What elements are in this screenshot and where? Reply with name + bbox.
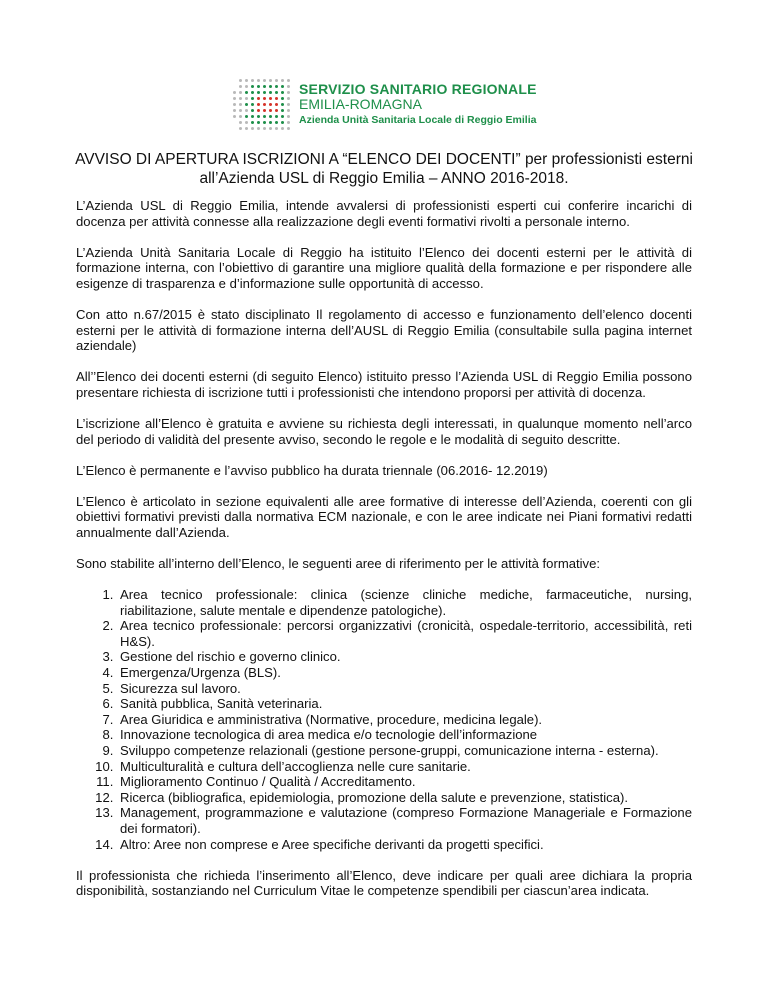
logo-dot — [263, 115, 266, 118]
logo-dot — [239, 91, 242, 94]
logo-line-3: Azienda Unità Sanitaria Locale di Reggio Emilia — [299, 114, 537, 127]
list-item: 5. Sicurezza sul lavoro. — [117, 681, 692, 697]
logo-dot — [233, 109, 236, 112]
logo-dot — [287, 127, 290, 130]
logo-dot — [287, 85, 290, 88]
logo-dot — [287, 121, 290, 124]
logo-dot — [257, 97, 260, 100]
logo-dot — [263, 91, 266, 94]
logo-dot — [245, 85, 248, 88]
logo-dot — [239, 103, 242, 106]
logo-dot — [233, 97, 236, 100]
logo-dot — [239, 109, 242, 112]
logo-dot — [275, 85, 278, 88]
document-title: AVVISO DI APERTURA ISCRIZIONI A “ELENCO DEI DOCENTI” per professionisti esterni all’Azienda USL di Reggio Emilia – ANNO 2016-2018. — [75, 151, 693, 187]
logo-dot — [269, 85, 272, 88]
logo-dot — [275, 109, 278, 112]
logo-dot — [275, 79, 278, 82]
logo-dot — [239, 121, 242, 124]
logo-dot — [269, 121, 272, 124]
logo-dot — [233, 127, 236, 130]
logo-dot — [287, 115, 290, 118]
logo-dot — [263, 103, 266, 106]
logo-dot — [263, 97, 266, 100]
logo-dot — [281, 85, 284, 88]
logo-dot — [281, 121, 284, 124]
logo-dot — [233, 79, 236, 82]
logo-dot — [257, 91, 260, 94]
logo-dot — [269, 127, 272, 130]
logo-dot — [281, 79, 284, 82]
logo-dot — [251, 103, 254, 106]
areas-list — [76, 587, 692, 852]
logo-dot — [251, 91, 254, 94]
logo-dot — [269, 103, 272, 106]
logo-dot — [239, 79, 242, 82]
list-item: 2. Area tecnico professionale: percorsi organizzativi (cronicità, ospedale-territorio, accessibilità, reti H&S). — [117, 618, 692, 649]
logo-dot — [281, 97, 284, 100]
logo-dot — [281, 109, 284, 112]
closing-paragraph: Il professionista che richieda l’inserimento all’Elenco, deve indicare per quali aree dichiara la propria disponibilità, sostanziando nel Curriculum Vitae le competenze spendibili per ciascun’area indicata. — [76, 867, 692, 899]
list-item: 9. Sviluppo competenze relazionali (gestione persone-gruppi, comunicazione interna - esterna). — [117, 743, 692, 759]
logo-dot — [287, 103, 290, 106]
list-item: 11. Miglioramento Continuo / Qualità / Accreditamento. — [117, 774, 692, 790]
logo-dot — [245, 109, 248, 112]
logo-dot — [269, 109, 272, 112]
logo-dot — [245, 97, 248, 100]
logo-dot — [239, 127, 242, 130]
logo-dot — [245, 79, 248, 82]
logo-text — [299, 82, 537, 126]
logo-dot — [287, 97, 290, 100]
list-item: 1. Area tecnico professionale: clinica (scienze cliniche mediche, farmaceutiche, nursing, riabilitazione, salute mentale e dipendenze patologiche). — [117, 587, 692, 618]
logo-dot — [281, 91, 284, 94]
logo-dot — [257, 109, 260, 112]
logo-dot — [257, 85, 260, 88]
list-item: 14. Altro: Aree non comprese e Aree specifiche derivanti da progetti specifici. — [117, 837, 692, 853]
logo-line-1: SERVIZIO SANITARIO REGIONALE — [299, 80, 537, 97]
logo-dot — [281, 127, 284, 130]
logo-dot — [263, 109, 266, 112]
logo-dot — [269, 97, 272, 100]
logo-dot — [233, 115, 236, 118]
logo-dot — [269, 115, 272, 118]
logo-dot — [251, 85, 254, 88]
list-item: 6. Sanità pubblica, Sanità veterinaria. — [117, 696, 692, 712]
logo-dot — [233, 103, 236, 106]
logo-dot-grid-icon — [232, 78, 291, 131]
logo-dot — [287, 79, 290, 82]
logo-dot — [263, 85, 266, 88]
paragraph: L’Azienda USL di Reggio Emilia, intende avvalersi di professionisti esperti cui conferire incarichi di docenza per attività connesse alla realizzazione degli eventi formativi rivolti a personale interno. — [76, 198, 692, 229]
document-body — [76, 198, 692, 914]
paragraph: Con atto n.67/2015 è stato disciplinato Il regolamento di accesso e funzionamento dell’elenco docenti esterni per le attività di formazione interna dell’AUSL di Reggio Emilia (consultabile sulla pagina internet aziendale) — [76, 306, 692, 354]
list-item: 13. Management, programmazione e valutazione (compreso Formazione Manageriale e Formazione dei formatori). — [117, 805, 692, 836]
logo-dot — [245, 103, 248, 106]
logo-dot — [281, 103, 284, 106]
logo-dot — [287, 109, 290, 112]
logo-dot — [257, 103, 260, 106]
logo-dot — [275, 97, 278, 100]
paragraph: All’’Elenco dei docenti esterni (di seguito Elenco) istituito presso l’Azienda USL di Reggio Emilia possono presentare richiesta di iscrizione tutti i professionisti che intendono proporsi per attività di docenza. — [76, 369, 692, 400]
logo-dot — [245, 115, 248, 118]
logo-dot — [257, 121, 260, 124]
logo-dot — [239, 115, 242, 118]
paragraph: L’Azienda Unità Sanitaria Locale di Reggio ha istituito l’Elenco dei docenti esterni per le attività di formazione interna, con l’obiettivo di garantire una migliore qualità della formazione e per rispondere alle esigenze di trasparenza e d’informazione sulle opportunità di accesso. — [76, 244, 692, 291]
paragraph: L’Elenco è articolato in sezione equivalenti alle aree formative di interesse dell’Azienda, coerenti con gli obiettivi formativi previsti dalla normativa ECM nazionale, e con le aree indicate nei Piani formativi redatti annualmente dall’Azienda. — [76, 493, 692, 540]
logo-dot — [251, 121, 254, 124]
list-item: 8. Innovazione tecnologica di area medica e/o tecnologie dell’informazione — [117, 727, 692, 743]
logo-dot — [233, 85, 236, 88]
paragraph: L’iscrizione all’Elenco è gratuita e avviene su richiesta degli interessati, in qualunque momento nell’arco del periodo di validità del presente avviso, secondo le regole e le modalità di seguito descritte. — [76, 415, 692, 447]
logo-dot — [239, 85, 242, 88]
logo-dot — [251, 109, 254, 112]
logo-dot — [269, 79, 272, 82]
logo-dot — [251, 79, 254, 82]
logo-dot — [233, 91, 236, 94]
logo-dot — [275, 127, 278, 130]
logo-dot — [251, 127, 254, 130]
list-item: 4. Emergenza/Urgenza (BLS). — [117, 665, 692, 681]
logo-dot — [257, 127, 260, 130]
paragraph: Sono stabilite all’interno dell’Elenco, le seguenti aree di riferimento per le attività formative: — [76, 556, 601, 571]
logo-dot — [275, 103, 278, 106]
logo-dot — [275, 121, 278, 124]
logo-dot — [257, 79, 260, 82]
logo-dot — [245, 91, 248, 94]
logo-dot — [275, 91, 278, 94]
ausl-logo — [232, 74, 537, 134]
list-item: 3. Gestione del rischio e governo clinico. — [117, 649, 692, 665]
list-item: 12. Ricerca (bibliografica, epidemiologia, promozione della salute e prevenzione, statistica). — [117, 790, 692, 806]
logo-dot — [251, 97, 254, 100]
logo-line-2: EMILIA-ROMAGNA — [299, 96, 422, 113]
logo-dot — [263, 127, 266, 130]
logo-dot — [281, 115, 284, 118]
logo-dot — [275, 115, 278, 118]
logo-dot — [263, 121, 266, 124]
logo-dot — [287, 91, 290, 94]
list-item: 10. Multiculturalità e cultura dell’accoglienza nelle cure sanitarie. — [117, 759, 692, 775]
logo-dot — [239, 97, 242, 100]
list-item: 7. Area Giuridica e amministrativa (Normative, procedure, medicina legale). — [117, 712, 692, 728]
logo-dot — [269, 91, 272, 94]
logo-dot — [233, 121, 236, 124]
logo-dot — [245, 127, 248, 130]
paragraph: L’Elenco è permanente e l’avviso pubblico ha durata triennale (06.2016- 12.2019) — [76, 462, 548, 478]
logo-dot — [263, 79, 266, 82]
logo-dot — [245, 121, 248, 124]
logo-dot — [251, 115, 254, 118]
logo-dot — [257, 115, 260, 118]
